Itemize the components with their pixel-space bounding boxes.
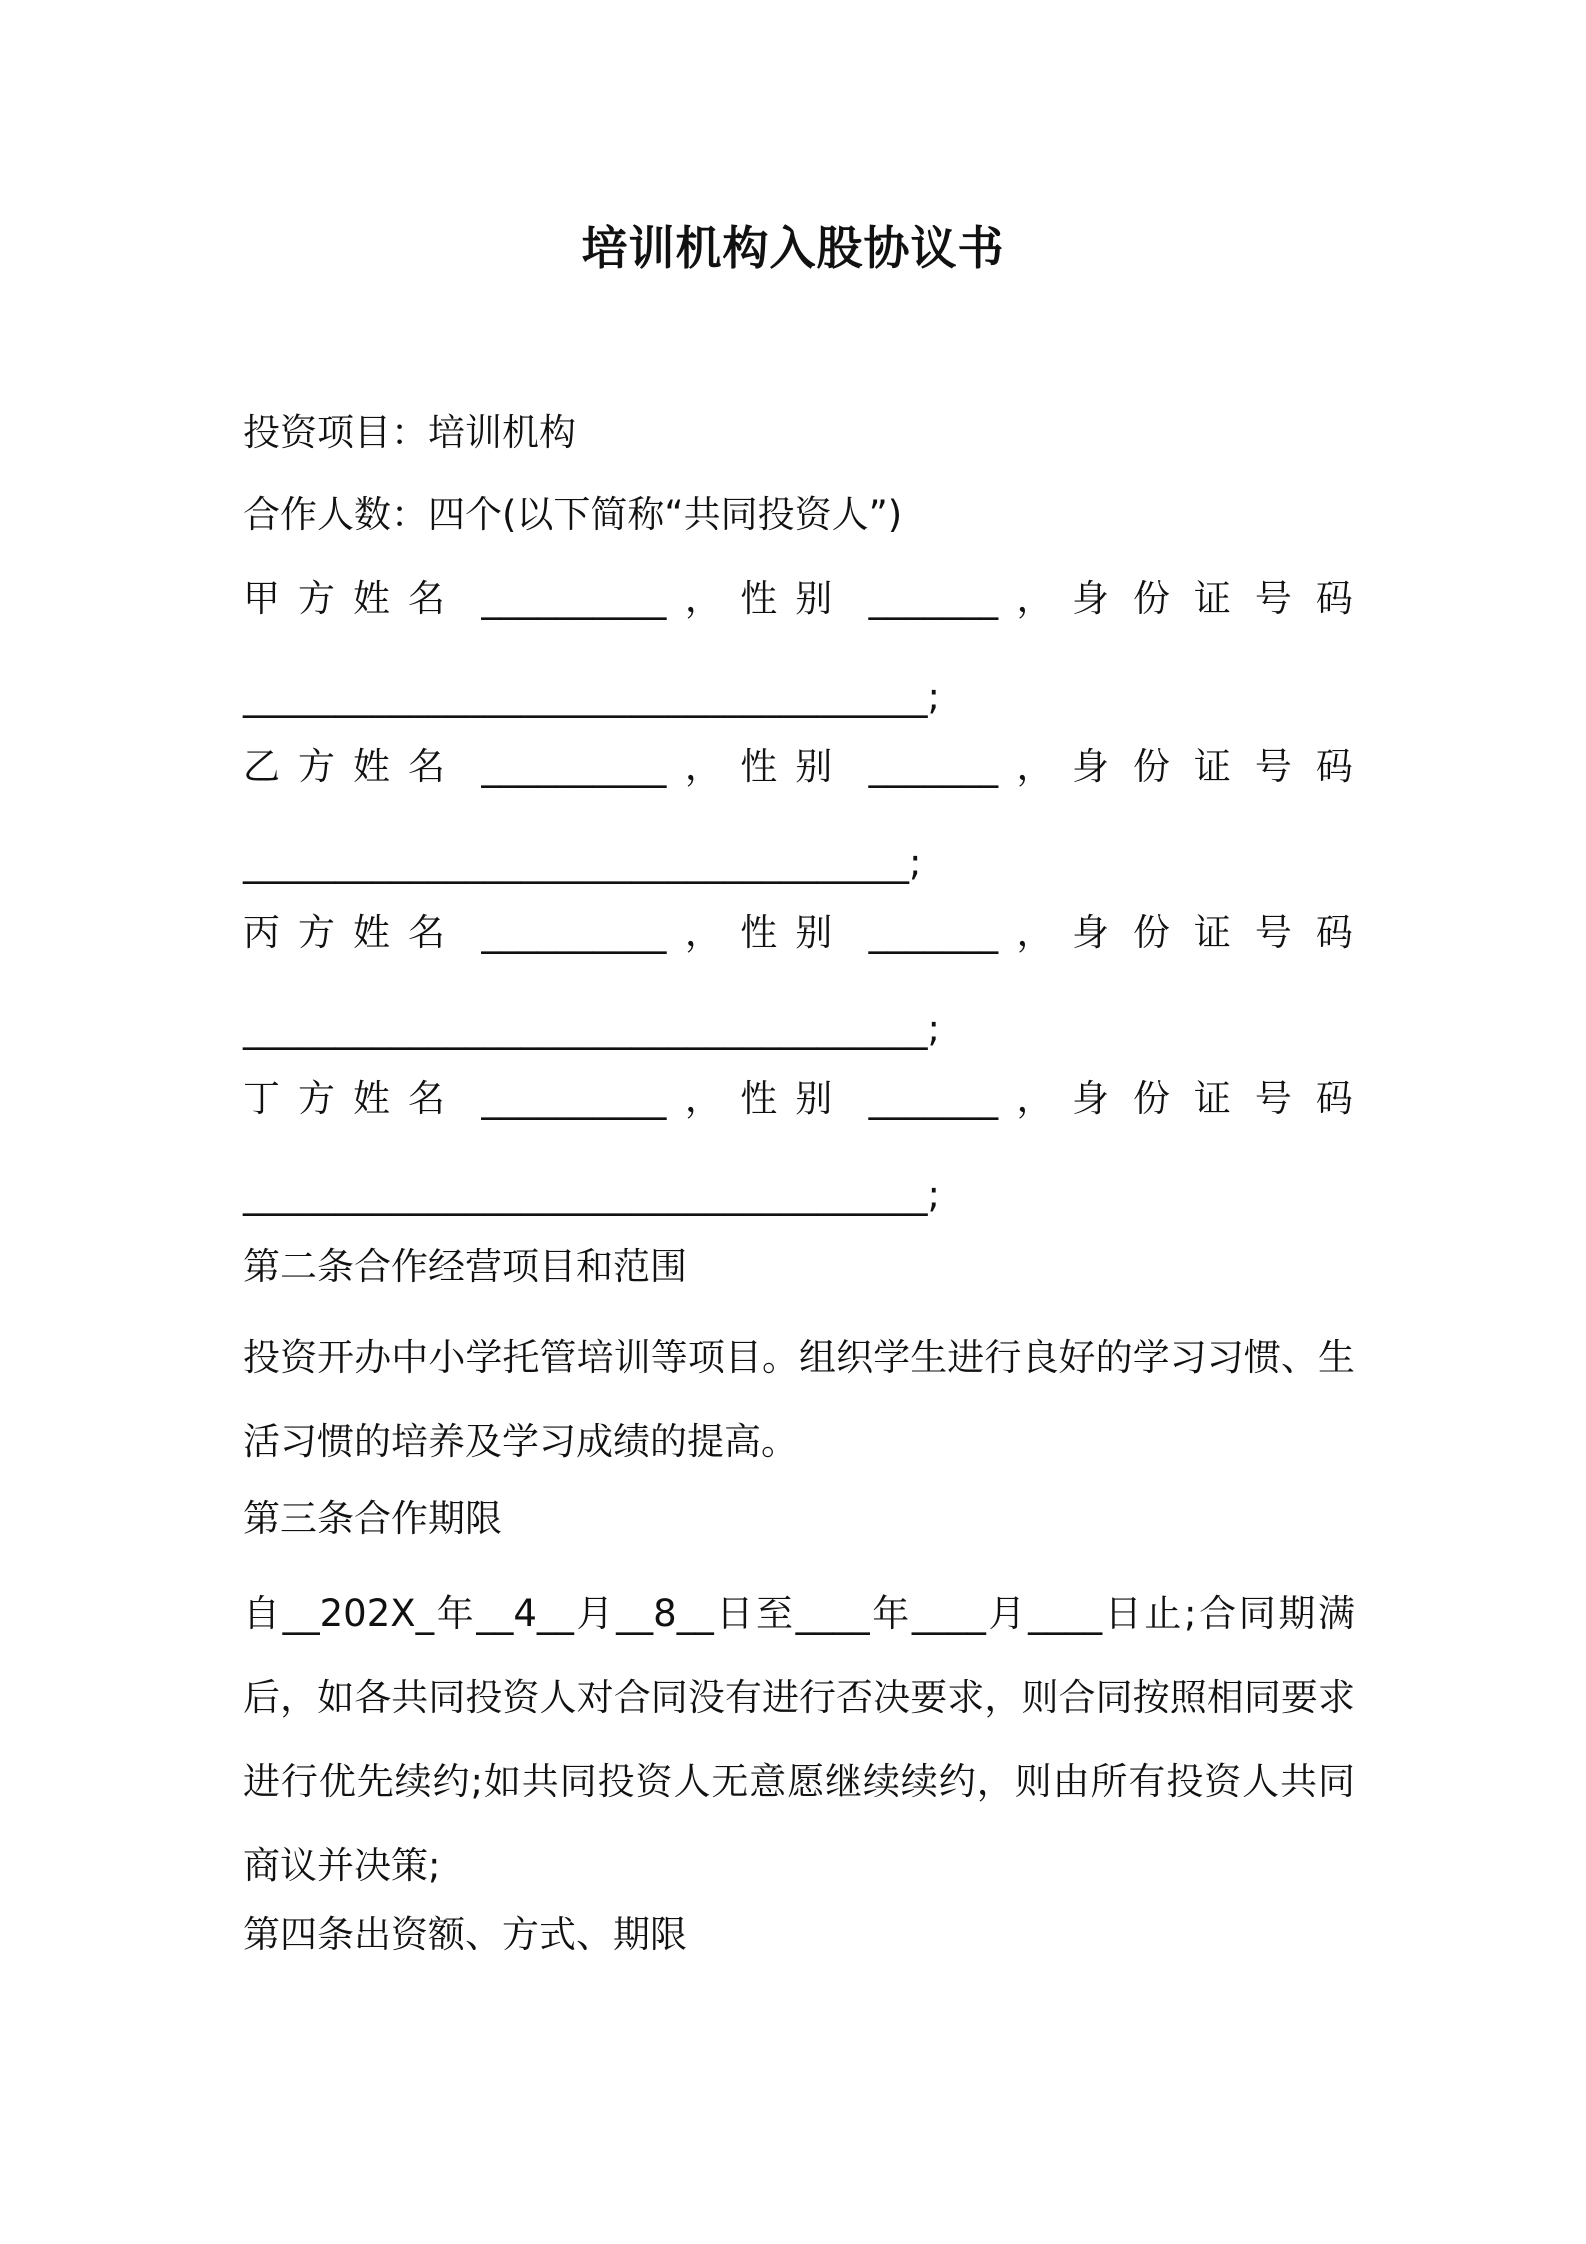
party-b-name-blank: __________ (481, 745, 667, 788)
party-d-id-end: ; (927, 1173, 940, 1216)
party-c-gender-label: 性别 (740, 911, 851, 954)
article-2-title: 第二条合作经营项目和范围 (243, 1245, 687, 1288)
party-a-name-blank: __________ (481, 577, 667, 620)
party-c-comma-2: ， (1016, 911, 1054, 954)
party-d-gender-blank: _______ (868, 1077, 999, 1120)
party-d-id-label: 身份证号码 (1071, 1077, 1377, 1120)
party-b-id-line (243, 838, 1353, 888)
party-d-comma-1: ， (684, 1077, 722, 1120)
party-a-line (243, 574, 1377, 624)
party-a-id-line (243, 672, 1353, 722)
party-b-line (243, 742, 1377, 792)
party-a-comma-1: ， (684, 577, 722, 620)
project-line (243, 408, 1353, 458)
partners-label: 合作人数： (243, 493, 428, 536)
article-3-title: 第三条合作期限 (243, 1497, 502, 1540)
party-c-comma-1: ， (684, 911, 722, 954)
party-d-comma-2: ， (1016, 1077, 1054, 1120)
party-b-id-label: 身份证号码 (1071, 745, 1377, 788)
party-b-id-blank: ____________________________________ (243, 841, 909, 884)
party-b-name-label: 乙方姓名 (243, 745, 463, 788)
article-2-body: 投资开办中小学托管培训等项目。组织学生进行良好的学习习惯、生活习惯的培养及学习成绩的提高。 (243, 1336, 1355, 1463)
article-4-title: 第四条出资额、方式、期限 (243, 1913, 687, 1956)
party-a-gender-label: 性别 (740, 577, 851, 620)
party-c-id-label: 身份证号码 (1071, 911, 1377, 954)
party-b-comma-1: ， (684, 745, 722, 788)
partners-line (243, 490, 1353, 540)
partners-value: 四个(以下简称“共同投资人”) (428, 493, 903, 536)
project-value: 培训机构 (428, 411, 576, 454)
party-a-comma-2: ， (1016, 577, 1054, 620)
party-c-id-end: ; (927, 1007, 940, 1050)
document-title: 培训机构入股协议书 (581, 221, 1005, 275)
party-c-id-blank: _____________________________________ (243, 1007, 928, 1050)
party-a-name-label: 甲方姓名 (243, 577, 463, 620)
party-d-name-label: 丁方姓名 (243, 1077, 463, 1120)
party-c-name-blank: __________ (481, 911, 667, 954)
party-a-id-label: 身份证号码 (1071, 577, 1377, 620)
party-b-gender-label: 性别 (740, 745, 851, 788)
party-a-id-blank: _____________________________________ (243, 675, 928, 718)
party-a-gender-blank: _______ (868, 577, 999, 620)
party-d-id-blank: _____________________________________ (243, 1173, 928, 1216)
party-d-gender-label: 性别 (740, 1077, 851, 1120)
party-b-gender-blank: _______ (868, 745, 999, 788)
party-c-gender-blank: _______ (868, 911, 999, 954)
party-c-line (243, 908, 1377, 958)
party-d-id-line (243, 1170, 1353, 1220)
party-d-name-blank: __________ (481, 1077, 667, 1120)
party-c-id-line (243, 1004, 1353, 1054)
party-d-line (243, 1074, 1377, 1124)
party-b-id-end: ; (909, 841, 922, 884)
party-a-id-end: ; (927, 675, 940, 718)
project-label: 投资项目： (243, 411, 428, 454)
article-3-body: 自__202X_年__4__月__8__日至____年____月____日止;合同期满后，如各共同投资人对合同没有进行否决要求，则合同按照相同要求进行优先续约;如共同投资人无意愿继续续约，则由所有投资人共同商议并决策; (243, 1592, 1355, 1887)
party-b-comma-2: ， (1016, 745, 1054, 788)
party-c-name-label: 丙方姓名 (243, 911, 463, 954)
